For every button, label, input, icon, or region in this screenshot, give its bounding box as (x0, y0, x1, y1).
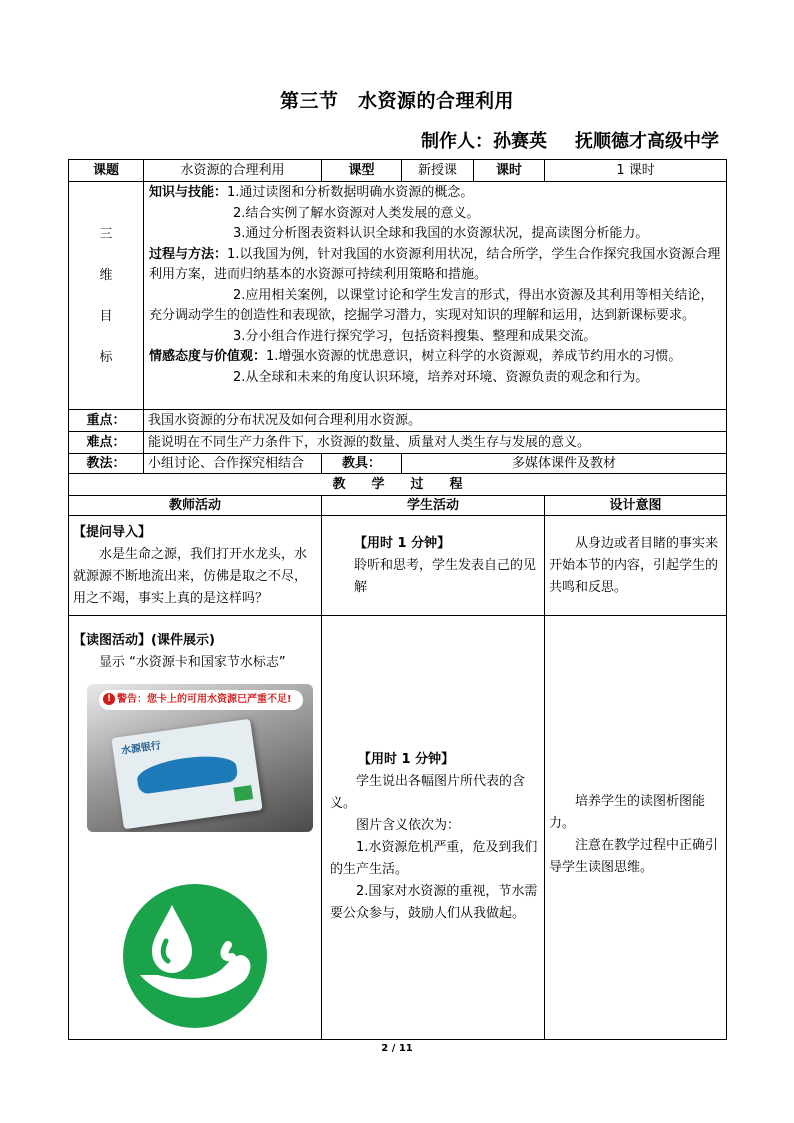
process-item: 2.应用相关案例，以课堂讨论和学生发言的形式，得出水资源及其利用等相关结论，充分调动学生的创造性和表现欲，挖掘学习潜力，实现对知识的理解和运用，达到新课标要求。 (149, 287, 714, 323)
difficulty-value: 能说明在不同生产力条件下，水资源的数量、质量对人类生存与发展的意义。 (144, 432, 727, 454)
author-line (421, 127, 719, 153)
key-point-label: 重点： (69, 410, 144, 432)
water-card (111, 719, 262, 830)
step1-design (545, 516, 727, 616)
side-char: 三 (99, 226, 113, 242)
step2-student (322, 616, 545, 1040)
step2-teacher-text: 显示 “水资源卡和国家节水标志” (99, 655, 286, 670)
side-char: 维 (99, 267, 113, 283)
difficulty-row (69, 432, 727, 454)
step2-design-2: 注意在教学过程中正确引导学生读图思维。 (549, 837, 719, 875)
wave-graphic (135, 751, 238, 795)
emotion-line: 情感态度与价值观：1.增强水资源的忧患意识，树立科学的水资源观，养成节约用水的习惯。 (149, 349, 682, 364)
step2-student-1: 学生说出各幅图片所代表的含义。 (330, 773, 526, 811)
info-row (69, 160, 727, 182)
method-value: 小组讨论、合作探究相结合 (144, 454, 322, 474)
step1-teacher-text: 水是生命之源，我们打开水龙头，水就源源不断地流出来，仿佛是取之不尽，用之不竭，事实上真的是这样吗？ (73, 547, 308, 606)
step2-student-4: 2.国家对水资源的重视，节水需要公众参与，鼓励人们从我做起。 (330, 883, 538, 921)
emotion-label: 情感态度与价值观： (149, 349, 267, 364)
process-line: 过程与方法：1.以我国为例，针对我国的水资源利用状况，结合所学，学生合作探究我国水资源合理利用方案，进而归纳基本的水资源可持续利用策略和措施。 (149, 246, 721, 282)
process-label: 过程与方法： (149, 246, 228, 262)
step2-student-3: 1.水资源危机严重，危及到我们的生产生活。 (330, 839, 538, 877)
step1-teacher-title: 【提问导入】 (73, 525, 152, 540)
type-value: 新授课 (402, 160, 474, 182)
objectives-row (69, 182, 727, 410)
step1-student-time: 【用时 1 分钟】 (354, 535, 451, 551)
process-header-row (69, 474, 727, 496)
tools-value: 多媒体课件及教材 (402, 454, 727, 474)
difficulty-label: 难点： (69, 432, 144, 454)
step2-student-time: 【用时 1 分钟】 (358, 751, 455, 767)
process-header: 教 学 过 程 (69, 474, 727, 496)
objectives-content (144, 182, 727, 410)
method-label: 教法： (69, 454, 144, 474)
type-label: 课型 (322, 160, 402, 182)
side-char: 标 (99, 349, 113, 365)
knowledge-line: 知识与技能：1.通过读图和分析数据明确水资源的概念。 (149, 185, 474, 200)
author-name: 制作人：孙赛英 (421, 131, 547, 152)
card-warning-text: ! 警告：您卡上的可用水资源已严重不足! (99, 690, 303, 710)
hours-label: 课时 (474, 160, 545, 182)
step1-student (322, 516, 545, 616)
student-column-header: 学生活动 (322, 496, 545, 516)
step1-design-text: 从身边或者目睹的事实来开始本节的内容，引起学生的共鸣和反思。 (549, 535, 719, 595)
step2-design (545, 616, 727, 1040)
process-item: 3.分小组合作进行探究学习，包括资料搜集、整理和成果交流。 (233, 328, 597, 344)
key-point-value: 我国水资源的分布状况及如何合理利用水资源。 (144, 410, 727, 432)
side-char: 目 (99, 308, 113, 324)
step1-row (69, 516, 727, 616)
design-column-header: 设计意图 (545, 496, 727, 516)
hours-value: 1 课时 (545, 160, 727, 182)
water-resource-card-image (87, 684, 313, 832)
card-chip (233, 785, 253, 801)
knowledge-item: 3.通过分析图表资料认识全球和我国的水资源状况，提高读图分析能力。 (233, 226, 649, 241)
tools-label: 教具： (322, 454, 402, 474)
method-row (69, 454, 727, 474)
emotion-item: 2.从全球和未来的角度认识环境，培养对环境、资源负责的观念和行为。 (233, 369, 649, 385)
topic-value: 水资源的合理利用 (144, 160, 322, 182)
step2-student-2: 图片含义依次为： (356, 817, 461, 833)
step2-design-1: 培养学生的读图析图能力。 (549, 793, 706, 831)
step2-teacher-title: 【读图活动】(课件展示) (73, 633, 215, 648)
step1-student-text: 聆听和思考，学生发表自己的见解 (354, 557, 537, 595)
column-header-row (69, 496, 727, 516)
objectives-side-label (69, 182, 144, 410)
knowledge-item: 2.结合实例了解水资源对人类发展的意义。 (233, 205, 480, 221)
teacher-column-header: 教师活动 (69, 496, 322, 516)
school-name: 抚顺德才高级中学 (575, 131, 719, 152)
page-number: 2 / 11 (381, 1043, 413, 1054)
water-saving-logo-icon (122, 883, 268, 1029)
key-point-row (69, 410, 727, 432)
card-bank-name: 水源银行 (120, 740, 162, 757)
page-title: 第三节 水资源的合理利用 (279, 90, 514, 112)
step1-teacher (69, 516, 322, 616)
topic-label: 课题 (69, 160, 144, 182)
knowledge-label: 知识与技能： (149, 185, 228, 200)
